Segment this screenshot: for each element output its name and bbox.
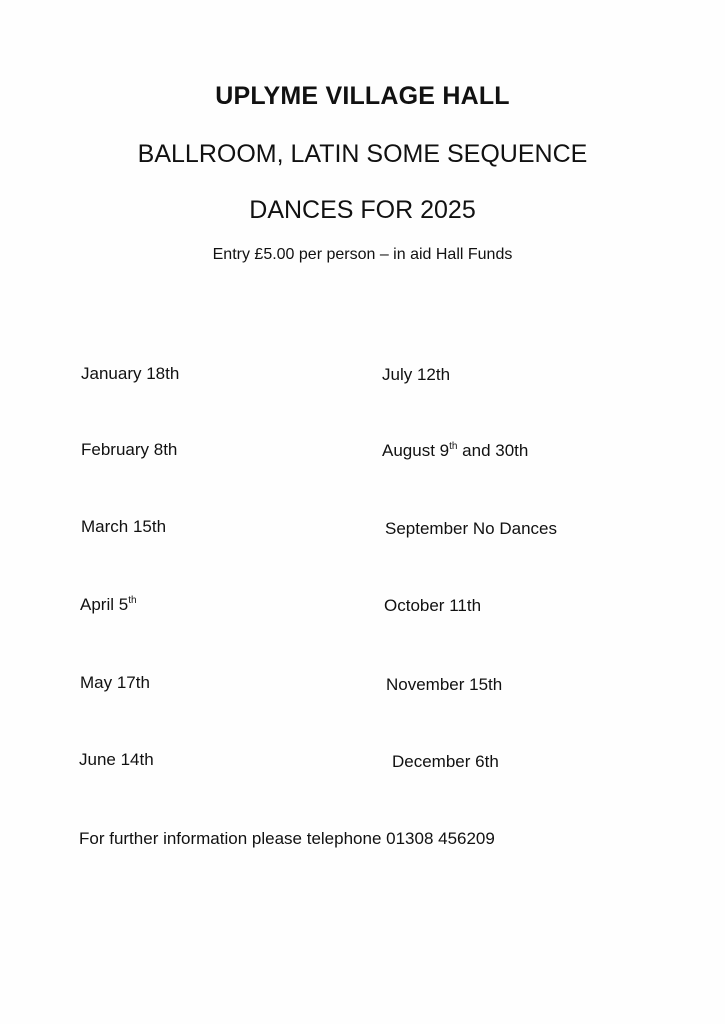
date-march: March 15th xyxy=(81,517,167,536)
date-june: June 14th xyxy=(79,750,154,769)
page-subtitle: BALLROOM, LATIN SOME SEQUENCE xyxy=(137,140,588,168)
date-may: May 17th xyxy=(80,673,150,692)
date-july: July 12th xyxy=(382,365,451,384)
date-november: November 15th xyxy=(386,675,503,694)
date-april: April 5th xyxy=(80,595,137,614)
date-december: December 6th xyxy=(392,752,499,771)
contact-info: For further information please telephone 01308 456209 xyxy=(79,829,495,848)
year-heading: DANCES FOR 2025 xyxy=(249,196,476,224)
entry-price-note: Entry £5.00 per person – in aid Hall Funds xyxy=(212,246,513,263)
page-title: UPLYME VILLAGE HALL xyxy=(215,82,510,110)
date-february: February 8th xyxy=(81,440,178,459)
date-january: January 18th xyxy=(81,364,180,383)
date-october: October 11th xyxy=(384,596,482,615)
date-september: September No Dances xyxy=(385,519,557,538)
date-august: August 9th and 30th xyxy=(382,441,529,460)
